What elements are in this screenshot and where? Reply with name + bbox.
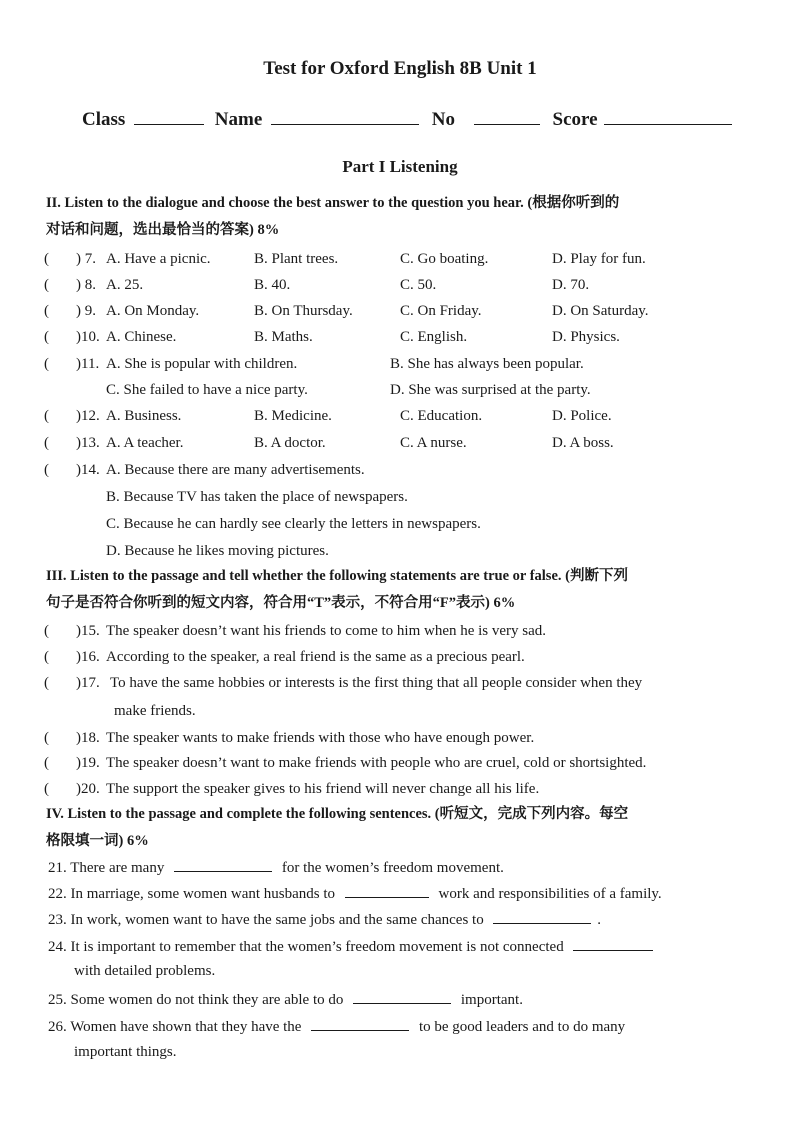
fill-in-sentence-cont [74, 963, 215, 980]
option-c: C. Go boating. [400, 251, 489, 267]
answer-paren[interactable]: ( [44, 755, 49, 771]
question-number: )10. [76, 329, 100, 345]
sentence-cont: with detailed problems. [74, 963, 216, 979]
fill-in-sentence-cont [74, 1044, 177, 1061]
section-3-heading-line2: 句子是否符合你听到的短文内容，符合用“T”表示，不符合用“F”表示) 6% [46, 595, 516, 611]
fill-in-sentence [48, 1016, 625, 1036]
option-c: C. English. [400, 329, 468, 345]
answer-paren[interactable]: ( [44, 623, 49, 639]
answer-blank[interactable] [493, 909, 591, 924]
answer-blank[interactable] [311, 1016, 409, 1031]
statement-number: )15. [76, 623, 100, 639]
no-label: No [431, 109, 456, 130]
sentence-start: 23. In work, women want to have the same jobs and the same chances to [48, 912, 484, 928]
statement-number: )16. [76, 649, 100, 665]
fill-in-sentence [48, 883, 662, 903]
option-c: C. On Friday. [400, 303, 482, 319]
sentence-end: to be good leaders and to do many [418, 1019, 626, 1035]
answer-paren[interactable]: ( [44, 675, 49, 691]
sentence-start: 24. It is important to remember that the women’s freedom movement is not connected [48, 939, 564, 955]
option-b: B. Because TV has taken the place of newspapers. [106, 489, 408, 505]
option-a: A. Because there are many advertisements. [106, 462, 365, 478]
section-4-heading-line2: 格限填一词) 6% [46, 833, 149, 849]
section-2-heading [46, 190, 746, 244]
sentence-end: work and responsibilities of a family. [438, 886, 662, 902]
option-d: D. 70. [552, 277, 590, 293]
statement-number: )20. [76, 781, 100, 797]
answer-paren[interactable]: ( [44, 781, 49, 797]
question-number: ) 9. [76, 303, 96, 319]
question-number: ) 7. [76, 251, 96, 267]
test-title: Test for Oxford English 8B Unit 1 [263, 58, 537, 79]
option-b: B. Medicine. [254, 408, 332, 424]
sentence-end: important. [460, 992, 523, 1008]
score-blank[interactable] [604, 108, 732, 125]
answer-blank[interactable] [345, 883, 429, 898]
statement-text: To have the same hobbies or interests is the first thing that all people consider when they [110, 675, 643, 691]
option-b: B. 40. [254, 277, 291, 293]
option-b: B. Maths. [254, 329, 313, 345]
no-blank[interactable] [474, 108, 540, 125]
option-a: A. Business. [106, 408, 182, 424]
answer-paren[interactable]: ( [44, 649, 49, 665]
student-info-row [82, 108, 732, 131]
option-a: A. A teacher. [106, 435, 184, 451]
section-4-heading-line1: IV. Listen to the passage and complete the following sentences. (听短文，完成下列内容。每空 [46, 806, 629, 822]
question-number: )14. [76, 462, 100, 478]
option-c: C. 50. [400, 277, 437, 293]
sentence-start: 25. Some women do not think they are able to do [48, 992, 344, 1008]
sentence-start: 26. Women have shown that they have the [48, 1019, 302, 1035]
section-2-heading-line2: 对话和问题，选出最恰当的答案) 8% [46, 222, 280, 238]
sentence-end: for the women’s freedom movement. [281, 860, 504, 876]
option-a: A. She is popular with children. [106, 356, 298, 372]
sentence-cont: important things. [74, 1044, 177, 1060]
option-d: D. Physics. [552, 329, 620, 345]
sentence-start: 21. There are many [48, 860, 165, 876]
sentence-end: . [597, 912, 601, 928]
answer-blank[interactable] [174, 857, 272, 872]
answer-paren[interactable]: ( [44, 408, 49, 424]
option-a: A. Have a picnic. [106, 251, 211, 267]
option-d: D. On Saturday. [552, 303, 649, 319]
statement-number: )18. [76, 730, 100, 746]
score-label: Score [552, 109, 598, 130]
option-d: D. She was surprised at the party. [390, 382, 591, 398]
statement-text: The speaker doesn’t want his friends to come to him when he is very sad. [106, 623, 547, 639]
statement-text: According to the speaker, a real friend is the same as a precious pearl. [106, 649, 525, 665]
section-3-heading-line1: III. Listen to the passage and tell whether the following statements are true or false. (判断下列 [46, 568, 628, 584]
answer-paren[interactable]: ( [44, 277, 49, 293]
option-c: C. A nurse. [400, 435, 467, 451]
question-number: ) 8. [76, 277, 96, 293]
question-number: )13. [76, 435, 100, 451]
class-label: Class [82, 109, 126, 130]
statement-text: The speaker wants to make friends with those who have enough power. [106, 730, 535, 746]
option-b: B. She has always been popular. [390, 356, 584, 372]
option-a: A. 25. [106, 277, 144, 293]
option-d: D. A boss. [552, 435, 614, 451]
statement-text: The support the speaker gives to his friend will never change all his life. [106, 781, 540, 797]
option-b: B. A doctor. [254, 435, 326, 451]
fill-in-sentence [48, 857, 504, 877]
statement-number: )19. [76, 755, 100, 771]
question-number: )12. [76, 408, 100, 424]
answer-paren[interactable]: ( [44, 303, 49, 319]
option-c: C. Education. [400, 408, 483, 424]
fill-in-sentence [48, 909, 601, 929]
question-number: )11. [76, 356, 100, 372]
option-b: B. On Thursday. [254, 303, 353, 319]
option-c: C. Because he can hardly see clearly the letters in newspapers. [106, 516, 481, 532]
section-2-heading-line1: II. Listen to the dialogue and choose the best answer to the question you hear. (根据你听到的 [46, 195, 620, 211]
answer-blank[interactable] [573, 936, 653, 951]
part-title: Part I Listening [342, 157, 458, 176]
section-4-heading [46, 801, 746, 855]
answer-paren[interactable]: ( [44, 435, 49, 451]
option-d: D. Police. [552, 408, 612, 424]
option-d: D. Play for fun. [552, 251, 646, 267]
option-d: D. Because he likes moving pictures. [106, 543, 329, 559]
answer-paren[interactable]: ( [44, 356, 49, 372]
statement-text: The speaker doesn’t want to make friends with people who are cruel, cold or shortsighted. [106, 755, 647, 771]
statement-text-cont: make friends. [114, 703, 196, 719]
option-a: A. On Monday. [106, 303, 200, 319]
section-3-heading [46, 563, 746, 617]
option-c: C. She failed to have a nice party. [106, 382, 308, 398]
answer-paren[interactable]: ( [44, 462, 49, 478]
answer-paren[interactable]: ( [44, 251, 49, 267]
statement-number: )17. [76, 675, 100, 691]
option-b: B. Plant trees. [254, 251, 339, 267]
fill-in-sentence [48, 936, 653, 956]
name-blank[interactable] [271, 108, 419, 125]
sentence-start: 22. In marriage, some women want husbands to [48, 886, 336, 902]
answer-paren[interactable]: ( [44, 730, 49, 746]
answer-paren[interactable]: ( [44, 329, 49, 345]
answer-blank[interactable] [353, 989, 451, 1004]
fill-in-sentence [48, 989, 523, 1009]
class-blank[interactable] [134, 108, 204, 125]
option-a: A. Chinese. [106, 329, 177, 345]
name-label: Name [214, 109, 263, 130]
